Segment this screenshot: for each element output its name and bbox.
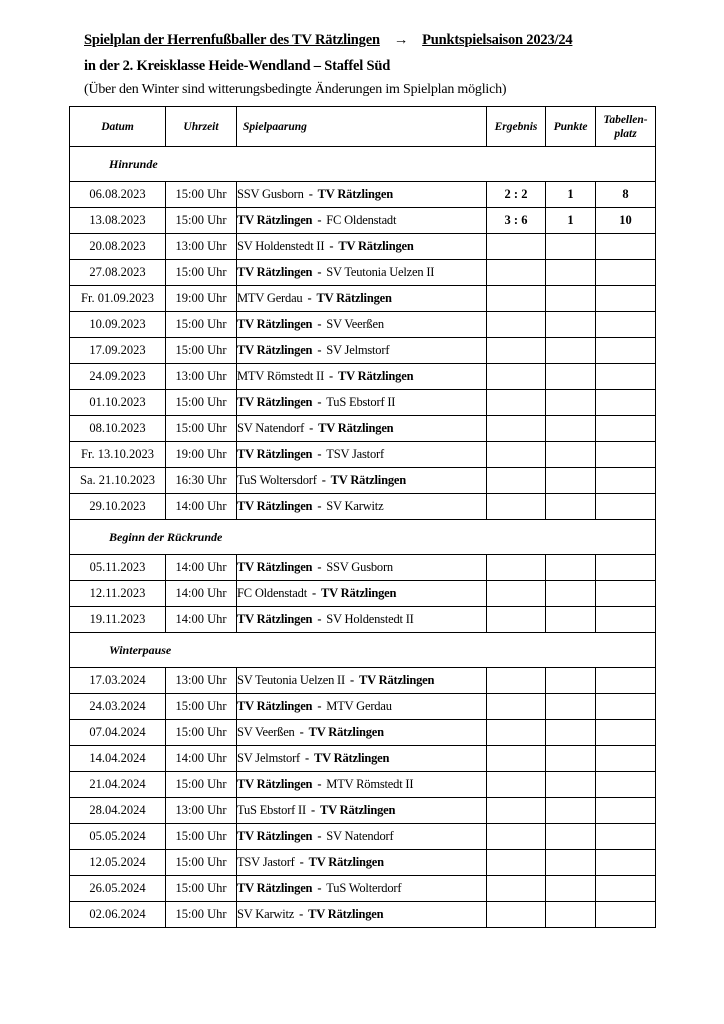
match-pairing: [237, 364, 487, 390]
match-time: 15:00 Uhr: [166, 416, 237, 442]
pairing-separator: -: [317, 395, 322, 409]
match-date: 28.04.2024: [70, 798, 166, 824]
match-points: [546, 798, 596, 824]
match-points: [546, 364, 596, 390]
match-date: Sa. 21.10.2023: [70, 468, 166, 494]
match-points: [546, 338, 596, 364]
pairing-separator: -: [308, 187, 313, 201]
table-row: [70, 581, 656, 607]
match-time: 15:00 Uhr: [166, 902, 237, 928]
match-points: [546, 234, 596, 260]
table-row: [70, 182, 656, 208]
match-pairing: [237, 494, 487, 520]
away-team: SV Holdenstedt II: [326, 612, 414, 626]
away-team: TV Rätzlingen: [338, 369, 414, 383]
pairing-separator: -: [317, 343, 322, 357]
match-time: 15:00 Uhr: [166, 338, 237, 364]
table-row: [70, 208, 656, 234]
match-time: 14:00 Uhr: [166, 494, 237, 520]
schedule-body: [70, 147, 656, 928]
table-position: 8: [596, 182, 656, 208]
home-team: SV Karwitz: [237, 907, 295, 921]
match-date: Fr. 01.09.2023: [70, 286, 166, 312]
section-row: [70, 520, 656, 555]
match-points: [546, 286, 596, 312]
table-row: [70, 772, 656, 798]
pairing-separator: -: [317, 699, 322, 713]
table-row: [70, 694, 656, 720]
match-date: 14.04.2024: [70, 746, 166, 772]
match-result: [487, 555, 546, 581]
away-team: TV Rätzlingen: [308, 907, 384, 921]
match-time: 15:00 Uhr: [166, 850, 237, 876]
home-team: TV Rätzlingen: [237, 317, 313, 331]
match-result: [487, 468, 546, 494]
pairing-separator: -: [305, 751, 309, 765]
match-result: [487, 798, 546, 824]
match-points: [546, 607, 596, 633]
table-row: [70, 442, 656, 468]
pairing-separator: -: [317, 213, 322, 227]
match-time: 19:00 Uhr: [166, 286, 237, 312]
table-position: [596, 720, 656, 746]
match-pairing: [237, 902, 487, 928]
match-date: 27.08.2023: [70, 260, 166, 286]
match-pairing: [237, 798, 487, 824]
pairing-separator: -: [329, 369, 334, 383]
home-team: TV Rätzlingen: [237, 343, 313, 357]
match-points: [546, 555, 596, 581]
away-team: TV Rätzlingen: [308, 855, 384, 869]
match-pairing: [237, 772, 487, 798]
col-header-tabellenplatz: [596, 107, 656, 147]
match-points: 1: [546, 182, 596, 208]
table-position: [596, 607, 656, 633]
match-time: 15:00 Uhr: [166, 720, 237, 746]
right-arrow-icon: →: [393, 32, 409, 48]
match-date: 10.09.2023: [70, 312, 166, 338]
away-team: MTV Römstedt II: [326, 777, 414, 791]
match-points: [546, 876, 596, 902]
match-points: [546, 442, 596, 468]
pairing-separator: -: [307, 291, 312, 305]
match-time: 13:00 Uhr: [166, 364, 237, 390]
table-position: [596, 312, 656, 338]
pairing-separator: -: [310, 803, 315, 817]
match-points: [546, 902, 596, 928]
match-time: 15:00 Uhr: [166, 390, 237, 416]
match-date: 12.05.2024: [70, 850, 166, 876]
match-time: 15:00 Uhr: [166, 312, 237, 338]
home-team: SSV Gusborn: [237, 187, 304, 201]
home-team: SV Jelmstorf: [237, 751, 300, 765]
table-row: [70, 312, 656, 338]
col-header-spielpaarung: Spielpaarung: [237, 107, 487, 147]
match-date: 08.10.2023: [70, 416, 166, 442]
match-date: 02.06.2024: [70, 902, 166, 928]
away-team: TV Rätzlingen: [317, 187, 393, 201]
away-team: TV Rätzlingen: [320, 586, 397, 600]
match-date: 24.03.2024: [70, 694, 166, 720]
table-row: [70, 850, 656, 876]
match-pairing: [237, 555, 487, 581]
home-team: TV Rätzlingen: [237, 699, 313, 713]
home-team: SV Teutonia Uelzen II: [237, 673, 345, 687]
away-team: SV Natendorf: [326, 829, 394, 843]
match-result: [487, 286, 546, 312]
match-time: 15:00 Uhr: [166, 772, 237, 798]
table-row: [70, 798, 656, 824]
match-date: 26.05.2024: [70, 876, 166, 902]
table-position: [596, 772, 656, 798]
table-position: [596, 494, 656, 520]
home-team: TV Rätzlingen: [237, 881, 313, 895]
title-season: Punktspielsaison 2023/24: [422, 32, 573, 48]
match-points: [546, 746, 596, 772]
match-time: 15:00 Uhr: [166, 824, 237, 850]
away-team: TV Rätzlingen: [318, 421, 394, 435]
home-team: TV Rätzlingen: [237, 829, 313, 843]
section-row: [70, 633, 656, 668]
match-date: 19.11.2023: [70, 607, 166, 633]
away-team: MTV Gerdau: [326, 699, 392, 713]
home-team: MTV Gerdau: [237, 291, 303, 305]
pairing-separator: -: [311, 586, 316, 600]
match-points: [546, 312, 596, 338]
match-pairing: [237, 824, 487, 850]
match-date: 24.09.2023: [70, 364, 166, 390]
pairing-separator: -: [317, 265, 322, 279]
match-time: 19:00 Uhr: [166, 442, 237, 468]
table-row: [70, 824, 656, 850]
table-row: [70, 338, 656, 364]
away-team: SSV Gusborn: [326, 560, 393, 574]
match-pairing: [237, 876, 487, 902]
away-team: SV Teutonia Uelzen II: [326, 265, 435, 279]
match-date: Fr. 13.10.2023: [70, 442, 166, 468]
table-position: [596, 746, 656, 772]
table-row: [70, 720, 656, 746]
col-header-uhrzeit: Uhrzeit: [166, 107, 237, 147]
match-pairing: [237, 694, 487, 720]
table-row: [70, 286, 656, 312]
table-row: [70, 876, 656, 902]
table-position: [596, 442, 656, 468]
section-row: [70, 147, 656, 182]
match-points: [546, 581, 596, 607]
home-team: TV Rätzlingen: [237, 395, 313, 409]
match-date: 17.09.2023: [70, 338, 166, 364]
match-time: 15:00 Uhr: [166, 694, 237, 720]
table-position: [596, 364, 656, 390]
home-team: TuS Ebstorf II: [237, 803, 306, 817]
match-date: 21.04.2024: [70, 772, 166, 798]
match-date: 06.08.2023: [70, 182, 166, 208]
match-time: 15:00 Uhr: [166, 208, 237, 234]
away-team: TV Rätzlingen: [338, 239, 414, 253]
table-position: [596, 260, 656, 286]
match-result: [487, 364, 546, 390]
match-time: 15:00 Uhr: [166, 260, 237, 286]
match-points: [546, 416, 596, 442]
table-position: [596, 668, 656, 694]
match-time: 13:00 Uhr: [166, 668, 237, 694]
schedule-table: [69, 106, 656, 928]
table-row: [70, 494, 656, 520]
table-position: [596, 876, 656, 902]
col-header-punkte: Punkte: [546, 107, 596, 147]
match-result: [487, 312, 546, 338]
match-pairing: [237, 312, 487, 338]
match-time: 16:30 Uhr: [166, 468, 237, 494]
home-team: TV Rätzlingen: [237, 777, 313, 791]
table-row: [70, 668, 656, 694]
away-team: TV Rätzlingen: [313, 751, 390, 765]
table-row: [70, 555, 656, 581]
match-time: 15:00 Uhr: [166, 876, 237, 902]
match-points: [546, 390, 596, 416]
table-position: [596, 468, 656, 494]
match-result: [487, 720, 546, 746]
table-row: [70, 746, 656, 772]
schedule-note: (Über den Winter sind witterungsbedingte Änderungen im Spielplan möglich): [84, 82, 507, 97]
match-points: [546, 720, 596, 746]
match-result: [487, 390, 546, 416]
match-points: [546, 772, 596, 798]
match-result: [487, 581, 546, 607]
match-pairing: [237, 668, 487, 694]
home-team: TV Rätzlingen: [237, 265, 313, 279]
away-team: TV Rätzlingen: [330, 473, 406, 487]
match-pairing: [237, 286, 487, 312]
col-header-ergebnis: Ergebnis: [487, 107, 546, 147]
away-team: TV Rätzlingen: [358, 673, 435, 687]
table-position: [596, 824, 656, 850]
match-date: 20.08.2023: [70, 234, 166, 260]
table-row: [70, 607, 656, 633]
away-team: SV Jelmstorf: [326, 343, 390, 357]
match-result: [487, 442, 546, 468]
tabellenplatz-line1: Tabellen-: [603, 113, 648, 126]
match-result: 3 : 6: [487, 208, 546, 234]
section-title: Beginn der Rückrunde: [70, 520, 656, 555]
match-pairing: [237, 720, 487, 746]
table-position: [596, 555, 656, 581]
match-result: [487, 338, 546, 364]
league-subtitle: in der 2. Kreisklasse Heide-Wendland – Staffel Süd: [84, 58, 391, 74]
match-result: [487, 850, 546, 876]
table-row: [70, 260, 656, 286]
match-pairing: [237, 442, 487, 468]
table-position: [596, 390, 656, 416]
match-result: [487, 607, 546, 633]
home-team: TuS Woltersdorf: [237, 473, 317, 487]
pairing-separator: -: [349, 673, 354, 687]
home-team: TV Rätzlingen: [237, 612, 313, 626]
away-team: TV Rätzlingen: [308, 725, 384, 739]
match-result: 2 : 2: [487, 182, 546, 208]
pairing-separator: -: [329, 239, 334, 253]
table-row: [70, 902, 656, 928]
tabellenplatz-line2: platz: [614, 127, 637, 140]
pairing-separator: -: [299, 855, 304, 869]
pairing-separator: -: [317, 499, 322, 513]
home-team: MTV Römstedt II: [237, 369, 325, 383]
away-team: TuS Wolterdorf: [326, 881, 402, 895]
pairing-separator: -: [317, 560, 322, 574]
home-team: SV Holdenstedt II: [237, 239, 325, 253]
match-points: [546, 824, 596, 850]
home-team: TV Rätzlingen: [237, 560, 313, 574]
match-pairing: [237, 607, 487, 633]
away-team: SV Veerßen: [326, 317, 384, 331]
home-team: SV Veerßen: [237, 725, 295, 739]
match-result: [487, 902, 546, 928]
match-pairing: [237, 208, 487, 234]
home-team: FC Oldenstadt: [237, 586, 307, 600]
match-result: [487, 824, 546, 850]
match-pairing: [237, 746, 487, 772]
home-team: SV Natendorf: [237, 421, 305, 435]
away-team: TuS Ebstorf II: [326, 395, 396, 409]
match-result: [487, 668, 546, 694]
match-time: 14:00 Uhr: [166, 746, 237, 772]
pairing-separator: -: [309, 421, 314, 435]
table-position: [596, 286, 656, 312]
match-date: 05.11.2023: [70, 555, 166, 581]
match-pairing: [237, 581, 487, 607]
match-result: [487, 746, 546, 772]
section-title: Winterpause: [70, 633, 656, 668]
section-title: Hinrunde: [70, 147, 656, 182]
home-team: TV Rätzlingen: [237, 213, 313, 227]
match-pairing: [237, 338, 487, 364]
table-position: [596, 581, 656, 607]
home-team: TV Rätzlingen: [237, 447, 313, 461]
match-points: [546, 260, 596, 286]
away-team: SV Karwitz: [326, 499, 384, 513]
match-pairing: [237, 390, 487, 416]
match-time: 14:00 Uhr: [166, 607, 237, 633]
pairing-separator: -: [321, 473, 326, 487]
match-result: [487, 234, 546, 260]
table-position: [596, 850, 656, 876]
match-result: [487, 416, 546, 442]
match-points: [546, 668, 596, 694]
match-pairing: [237, 468, 487, 494]
match-pairing: [237, 260, 487, 286]
away-team: TV Rätzlingen: [316, 291, 392, 305]
col-header-datum: Datum: [70, 107, 166, 147]
pairing-separator: -: [317, 881, 322, 895]
match-points: [546, 850, 596, 876]
table-position: 10: [596, 208, 656, 234]
home-team: TSV Jastorf: [237, 855, 295, 869]
table-position: [596, 416, 656, 442]
table-header-row: [70, 107, 656, 147]
away-team: TSV Jastorf: [326, 447, 384, 461]
table-position: [596, 902, 656, 928]
table-position: [596, 798, 656, 824]
match-date: 12.11.2023: [70, 581, 166, 607]
match-pairing: [237, 234, 487, 260]
match-time: 14:00 Uhr: [166, 581, 237, 607]
match-result: [487, 772, 546, 798]
match-points: [546, 494, 596, 520]
match-result: [487, 260, 546, 286]
table-row: [70, 416, 656, 442]
match-pairing: [237, 416, 487, 442]
pairing-separator: -: [317, 777, 322, 791]
match-date: 01.10.2023: [70, 390, 166, 416]
pairing-separator: -: [317, 612, 322, 626]
match-points: [546, 694, 596, 720]
match-date: 07.04.2024: [70, 720, 166, 746]
match-date: 17.03.2024: [70, 668, 166, 694]
match-points: 1: [546, 208, 596, 234]
match-date: 13.08.2023: [70, 208, 166, 234]
table-row: [70, 234, 656, 260]
pairing-separator: -: [299, 725, 304, 739]
match-time: 13:00 Uhr: [166, 798, 237, 824]
pairing-separator: -: [317, 317, 322, 331]
match-date: 29.10.2023: [70, 494, 166, 520]
document-title: [84, 32, 572, 49]
table-position: [596, 694, 656, 720]
title-team: Spielplan der Herrenfußballer des TV Rätzlingen: [84, 32, 380, 48]
match-result: [487, 876, 546, 902]
match-result: [487, 694, 546, 720]
table-position: [596, 338, 656, 364]
match-pairing: [237, 850, 487, 876]
pairing-separator: -: [299, 907, 304, 921]
match-points: [546, 468, 596, 494]
table-row: [70, 364, 656, 390]
table-position: [596, 234, 656, 260]
table-row: [70, 468, 656, 494]
away-team: TV Rätzlingen: [319, 803, 396, 817]
match-pairing: [237, 182, 487, 208]
table-row: [70, 390, 656, 416]
match-result: [487, 494, 546, 520]
pairing-separator: -: [317, 829, 322, 843]
match-time: 15:00 Uhr: [166, 182, 237, 208]
pairing-separator: -: [317, 447, 322, 461]
match-date: 05.05.2024: [70, 824, 166, 850]
home-team: TV Rätzlingen: [237, 499, 313, 513]
away-team: FC Oldenstadt: [326, 213, 397, 227]
match-time: 14:00 Uhr: [166, 555, 237, 581]
match-time: 13:00 Uhr: [166, 234, 237, 260]
